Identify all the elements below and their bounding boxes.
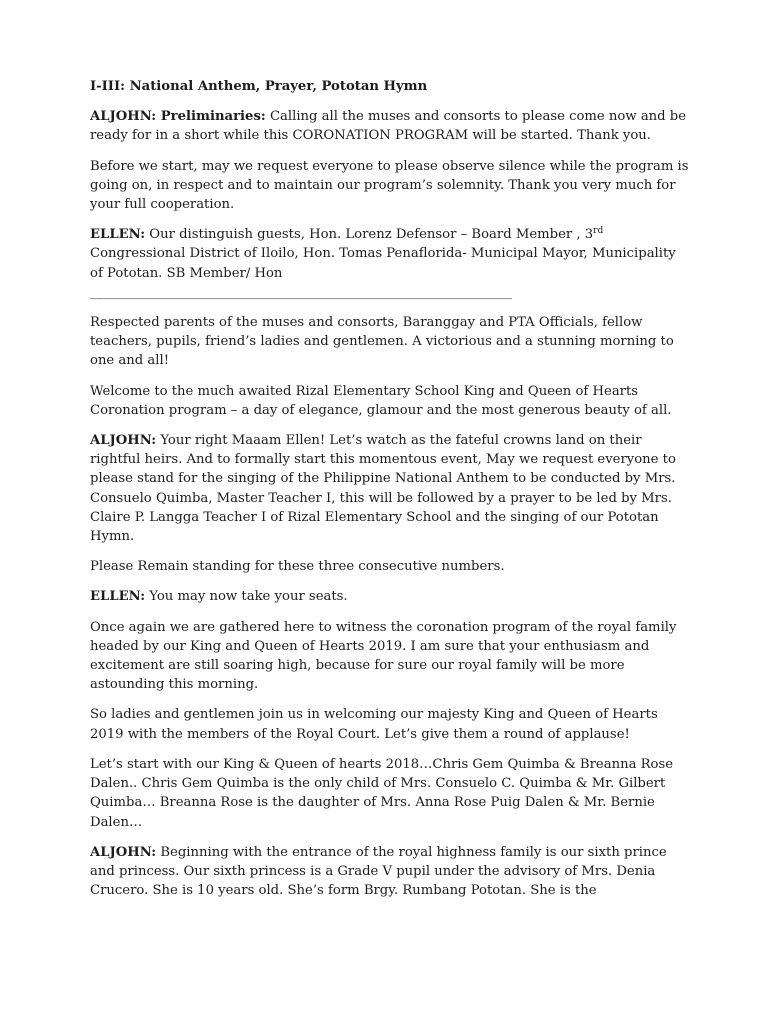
paragraph-greeting: Respected parents of the muses and consorts, Baranggay and PTA Officials, fellow teachers, pupils, friend’s ladies and gentlemen. A victorious and a stunning morning to one and all!: [90, 315, 674, 369]
paragraph-text: Beginning with the entrance of the royal highness family is our sixth prince and princess. Our sixth princess is a Grade V pupil under the advisory of Mrs. Denia Crucero. She is 10 years old. She’s form Brgy. Rumbang Pototan. She is the: [90, 844, 667, 899]
paragraph-welcome: Welcome to the much awaited Rizal Elementary School King and Queen of Hearts Coronation program – a day of elegance, glamour and the most generous beauty of all.: [90, 383, 672, 418]
paragraph-remain-standing: Please Remain standing for these three consecutive numbers.: [90, 559, 505, 575]
document-page: [90, 77, 690, 911]
paragraph-text: Calling all the muses and consorts to please come now and be ready for in a short while this CORONATION PROGRAM will be started. Thank you.: [90, 109, 687, 144]
paragraph-sixth-prince-princess: [90, 843, 690, 901]
paragraph-gathered: Once again we are gathered here to witness the coronation program of the royal family headed by our King and Queen of Hearts 2019. I am sure that your enthusiasm and excitement are still soaring high, because for sure our royal family will be more astounding this morning.: [90, 619, 677, 693]
paragraph-king-queen-2018: Let’s start with our King & Queen of hearts 2018…Chris Gem Quimba & Breanna Rose Dalen.. Chris Gem Quimba is the only child of Mrs. Consuelo C. Quimba & Mr. Gilbert Quimba… Breanna Rose is the daughter of Mrs. Anna Rose Puig Dalen & Mr. Bernie Dalen…: [90, 756, 674, 830]
blank-fill-line: ________________________________________________________________: [90, 284, 512, 300]
paragraph-guests: [90, 225, 690, 302]
paragraph-preliminaries: [90, 107, 690, 145]
paragraph-welcoming-majesty: So ladies and gentlemen join us in welcoming our majesty King and Queen of Hearts 2019 with the members of the Royal Court. Let’s give them a round of applause!: [90, 707, 658, 742]
speaker-label: ALJOHN: Preliminaries:: [90, 109, 266, 125]
paragraph-text: Our distinguish guests, Hon. Lorenz Defensor – Board Member , 3: [145, 227, 594, 243]
speaker-label: ELLEN:: [90, 589, 146, 605]
paragraph-anthem: [90, 431, 690, 546]
speaker-label: ALJOHN:: [90, 844, 157, 860]
paragraph-text: Your right Maaam Ellen! Let’s watch as the fateful crowns land on their rightful heirs. And to formally start this momentous event, May we request everyone to please stand for the singing of the Philippine National Anthem to be conducted by Mrs. Consuelo Quimba, Master Teacher I, this will be followed by a prayer to be led by Mrs. Claire P. Langga Teacher I of Rizal Elementary School and the singing of our Pototan Hymn.: [90, 433, 676, 545]
speaker-label: ELLEN:: [90, 227, 146, 243]
paragraph-silence-request: Before we start, may we request everyone to please observe silence while the program is going on, in respect and to maintain our program’s solemnity. Thank you very much for your full cooperation.: [90, 158, 689, 213]
ordinal-suffix: rd: [593, 226, 604, 237]
speaker-label: ALJOHN:: [90, 433, 157, 449]
section-heading: I-III: National Anthem, Prayer, Pototan Hymn: [90, 79, 428, 94]
paragraph-text: Congressional District of Iloilo, Hon. Tomas Penaflorida- Municipal Mayor, Municipality of Pototan. SB Member/ Hon: [90, 246, 676, 281]
paragraph-take-seats: [90, 587, 690, 606]
paragraph-text: You may now take your seats.: [145, 589, 348, 605]
